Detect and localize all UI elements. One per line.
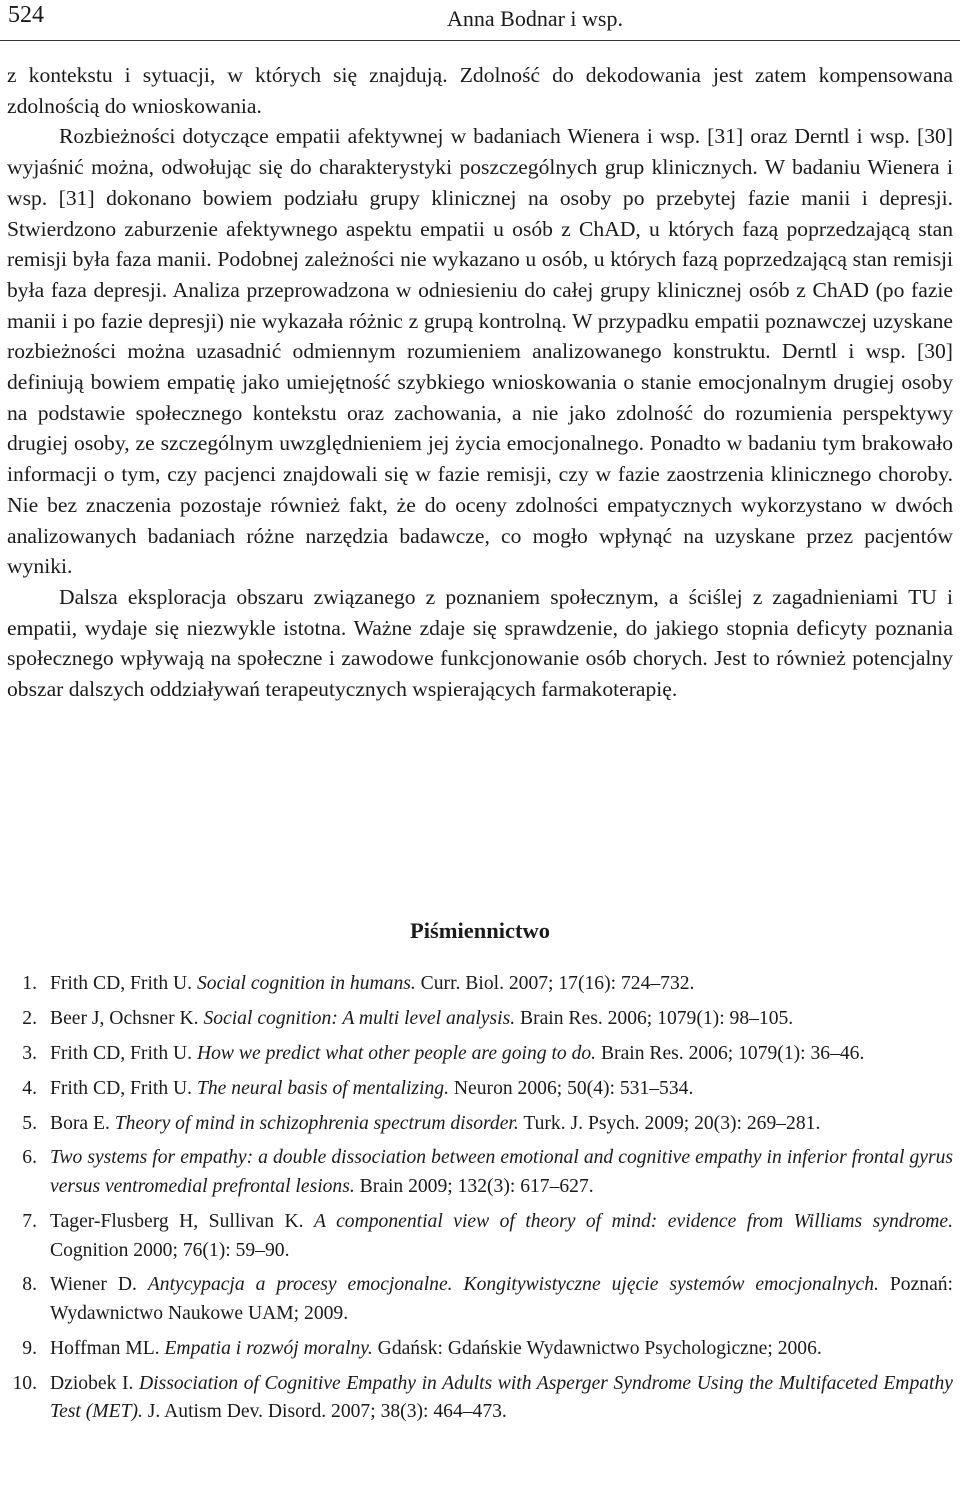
reference-number: 6. <box>22 1147 37 1169</box>
reference-item <box>7 1370 953 1427</box>
reference-authors: Tager-Flusberg H, Sullivan K. <box>50 1210 315 1232</box>
body-text <box>7 60 953 705</box>
reference-number: 4. <box>22 1077 37 1099</box>
reference-title: Social cognition in humans. <box>196 973 416 994</box>
reference-source: Poznań: Wydawnictwo Naukowe UAM; 2009. <box>50 1274 954 1325</box>
paragraph: Rozbieżności dotyczące empatii afektywnej w badaniach Wienera i wsp. [31] oraz Derntl i wsp. [30] wyjaśnić można, odwołując się do charakterystyki poszczególnych grup klinicznych. W badaniu Wienera i wsp. [31] dokonano bowiem podziału grupy klinicznej na osoby po przebytej fazie manii i depresji. Stwierdzono zaburzenie afektywnego aspektu empatii u osób z ChAD, u których fazą poprzedzającą stan remisji była faza manii. Podobnej zależności nie wykazano u osób, u których fazą poprzedzającą stan remisji była faza depresji. Analiza przeprowadzona w odniesieniu do całej grupy klinicznej osób z ChAD (po fazie manii i po fazie depresji) nie wykazała różnic z grupą kontrolną. W przypadku empatii poznawczej uzyskane rozbieżności można uzasadnić odmiennym rozumieniem analizowanego konstruktu. Derntl i wsp. [30] definiują bowiem empatię jako umiejętność szybkiego wnioskowania o stanie emocjonalnym drugiej osoby na podstawie społecznego kontekstu oraz zachowania, a nie jako zdolność do rozumienia perspektywy drugiej osoby, ze szczególnym uwzględnieniem jej życia emocjonalnego. Ponadto w badaniu tym brakowało informacji o tym, czy pacjenci znajdowali się w fazie remisji, czy w fazie zaostrzenia klinicznego choroby. Nie bez znaczenia pozostaje również fakt, że do oceny zdolności empatycznych wykorzystano w dwóch analizowanych badaniach różne narzędzia badawcze, co mogło wpłynąć na uzyskane przez pacjentów wyniki. <box>7 124 953 579</box>
reference-title: A componential view of theory of mind: evidence from Williams syndrome. <box>314 1210 953 1232</box>
page-header <box>0 0 960 40</box>
references-heading: Piśmiennictwo <box>410 918 550 943</box>
header-rule <box>0 40 960 41</box>
reference-source: Cognition 2000; 76(1): 59–90. <box>50 1239 290 1261</box>
paragraph: z kontekstu i sytuacji, w których się znajdują. Zdolność do dekodowania jest zatem kompensowana zdolnością do wnioskowania. <box>7 63 953 118</box>
reference-title: How we predict what other people are going to do. <box>196 1042 597 1064</box>
reference-source: Turk. J. Psych. 2009; 20(3): 269–281. <box>518 1112 821 1134</box>
reference-number: 9. <box>22 1337 37 1359</box>
reference-title: Antycypacja a procesy emocjonalne. Kongitywistyczne ujęcie systemów emocjonalnych. <box>147 1274 879 1296</box>
reference-item <box>7 1110 953 1139</box>
reference-title: Social cognition: A multi level analysis. <box>203 1007 516 1029</box>
reference-title: Dissociation of Cognitive Empathy in Adults with Asperger Syndrome Using the Multifaceted Empathy Test (MET). <box>50 1372 953 1423</box>
reference-item <box>7 1005 953 1034</box>
reference-authors: Frith CD, Frith U. <box>50 1042 197 1064</box>
reference-authors: Bora E. <box>50 1112 115 1134</box>
reference-number: 10. <box>12 1372 37 1394</box>
reference-number: 1. <box>22 973 37 994</box>
reference-title: Theory of mind in schizophrenia spectrum disorder. <box>114 1112 519 1134</box>
reference-item <box>7 1144 953 1201</box>
reference-authors: Wiener D. <box>50 1274 148 1296</box>
reference-authors: Beer J, Ochsner K. <box>50 1007 204 1029</box>
reference-title: Empatia i rozwój moralny. <box>164 1337 373 1359</box>
reference-source: Gdańsk: Gdańskie Wydawnictwo Psychologiczne; 2006. <box>372 1337 822 1359</box>
reference-authors: Frith CD, Frith U. <box>50 1077 197 1099</box>
reference-authors: Frith CD, Frith U. <box>50 973 197 994</box>
reference-list <box>7 970 953 1433</box>
reference-title: The neural basis of mentalizing. <box>196 1077 449 1099</box>
reference-item <box>7 1271 953 1328</box>
reference-source: J. Autism Dev. Disord. 2007; 38(3): 464–473. <box>142 1401 507 1423</box>
reference-number: 7. <box>22 1210 37 1232</box>
reference-source: Brain Res. 2006; 1079(1): 36–46. <box>596 1042 865 1064</box>
reference-item <box>7 1040 953 1069</box>
page-number: 524 <box>8 2 44 28</box>
paragraph: Dalsza eksploracja obszaru związanego z poznaniem społecznym, a ściślej z zagadnieniami TU i empatii, wydaje się niezwykle istotna. Ważne zdaje się sprawdzenie, do jakiego stopnia deficyty poznania społecznego wpływają na społeczne i zawodowe funkcjonowanie osób chorych. Jest to również potencjalny obszar dalszych oddziaływań terapeutycznych wspierających farmakoterapię. <box>7 584 953 702</box>
reference-authors: Hoffman ML. <box>50 1337 165 1359</box>
reference-number: 2. <box>22 1007 37 1029</box>
reference-title: Two systems for empathy: a double dissociation between emotional and cognitive empathy in inferior frontal gyrus versus ventromedial prefrontal lesions. <box>50 1147 953 1198</box>
reference-item <box>7 1075 953 1104</box>
reference-authors: Dziobek I. <box>50 1372 140 1394</box>
reference-number: 8. <box>22 1274 37 1296</box>
reference-source: Brain 2009; 132(3): 617–627. <box>354 1176 594 1198</box>
reference-source: Neuron 2006; 50(4): 531–534. <box>449 1077 694 1099</box>
reference-source: Curr. Biol. 2007; 17(16): 724–732. <box>415 973 695 994</box>
reference-item <box>7 1335 953 1364</box>
reference-item <box>7 1208 953 1265</box>
reference-number: 5. <box>22 1112 37 1134</box>
reference-source: Brain Res. 2006; 1079(1): 98–105. <box>515 1007 794 1029</box>
running-head: Anna Bodnar i wsp. <box>447 6 623 31</box>
reference-item <box>7 970 953 999</box>
reference-number: 3. <box>22 1042 37 1064</box>
